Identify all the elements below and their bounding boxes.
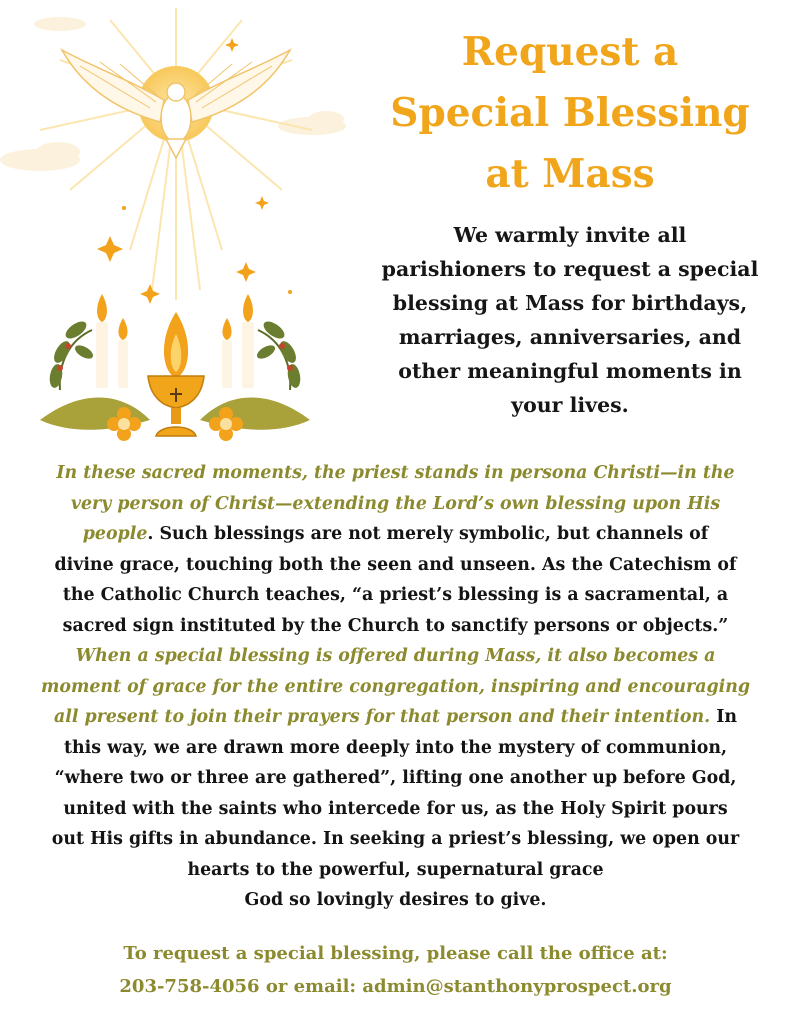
body-line xyxy=(6,702,785,733)
intro-line: your lives. xyxy=(511,393,629,417)
intro-line: other meaningful moments in xyxy=(398,359,742,383)
body-line: this way, we are drawn more deeply into the mystery of communion, xyxy=(63,737,728,758)
title-line: Special Blessing xyxy=(390,90,750,136)
intro-line: We warmly invite all xyxy=(453,223,687,247)
body-line: When a special blessing is offered during Mass, it also becomes a xyxy=(75,646,716,666)
title-line: at Mass xyxy=(485,151,655,197)
body-line: very person of Christ—extending the Lord’s own blessing upon His xyxy=(70,493,721,514)
body-line: out His gifts in abundance. In seeking a priest’s blessing, we open our xyxy=(51,829,740,849)
intro-line: marriages, anniversaries, and xyxy=(398,325,742,349)
body-text: In xyxy=(710,707,737,727)
body-paragraph xyxy=(6,458,785,916)
chalice-icon xyxy=(148,312,204,436)
intro-paragraph xyxy=(360,218,780,422)
page-title xyxy=(360,22,780,205)
body-line: united with the saints who intercede for us, as the Holy Spirit pours xyxy=(63,798,728,819)
body-text: . Such blessings are not merely symbolic, but channels of xyxy=(147,524,709,544)
holy-spirit-dove-chalice-illustration xyxy=(0,0,350,450)
intro-line: blessing at Mass for birthdays, xyxy=(392,291,748,315)
body-line: divine grace, touching both the seen and unseen. As the Catechism of xyxy=(54,554,737,575)
body-line: the Catholic Church teaches, “a priest’s blessing is a sacramental, a xyxy=(62,585,729,605)
emphasis-text: all present to join their prayers for that person and their intention. xyxy=(54,707,711,727)
body-line: God so lovingly desires to give. xyxy=(244,890,547,910)
body-line: In these sacred moments, the priest stands in persona Christi—in the xyxy=(56,463,735,483)
intro-line: parishioners to request a special xyxy=(381,257,759,281)
body-line xyxy=(6,519,785,550)
contact-info xyxy=(6,937,785,1003)
body-line: hearts to the powerful, supernatural grace xyxy=(187,859,604,880)
body-line: “where two or three are gathered”, lifting one another up before God, xyxy=(54,768,737,788)
body-line: sacred sign instituted by the Church to sanctify persons or objects.” xyxy=(62,615,729,636)
title-line: Request a xyxy=(461,29,679,75)
body-line: moment of grace for the entire congregation, inspiring and encouraging xyxy=(40,676,751,697)
contact-line: To request a special blessing, please call the office at: xyxy=(123,943,668,964)
emphasis-text: people xyxy=(82,524,148,544)
contact-line[interactable]: 203-758-4056 or email: admin@stanthonyprospect.org xyxy=(119,976,672,997)
